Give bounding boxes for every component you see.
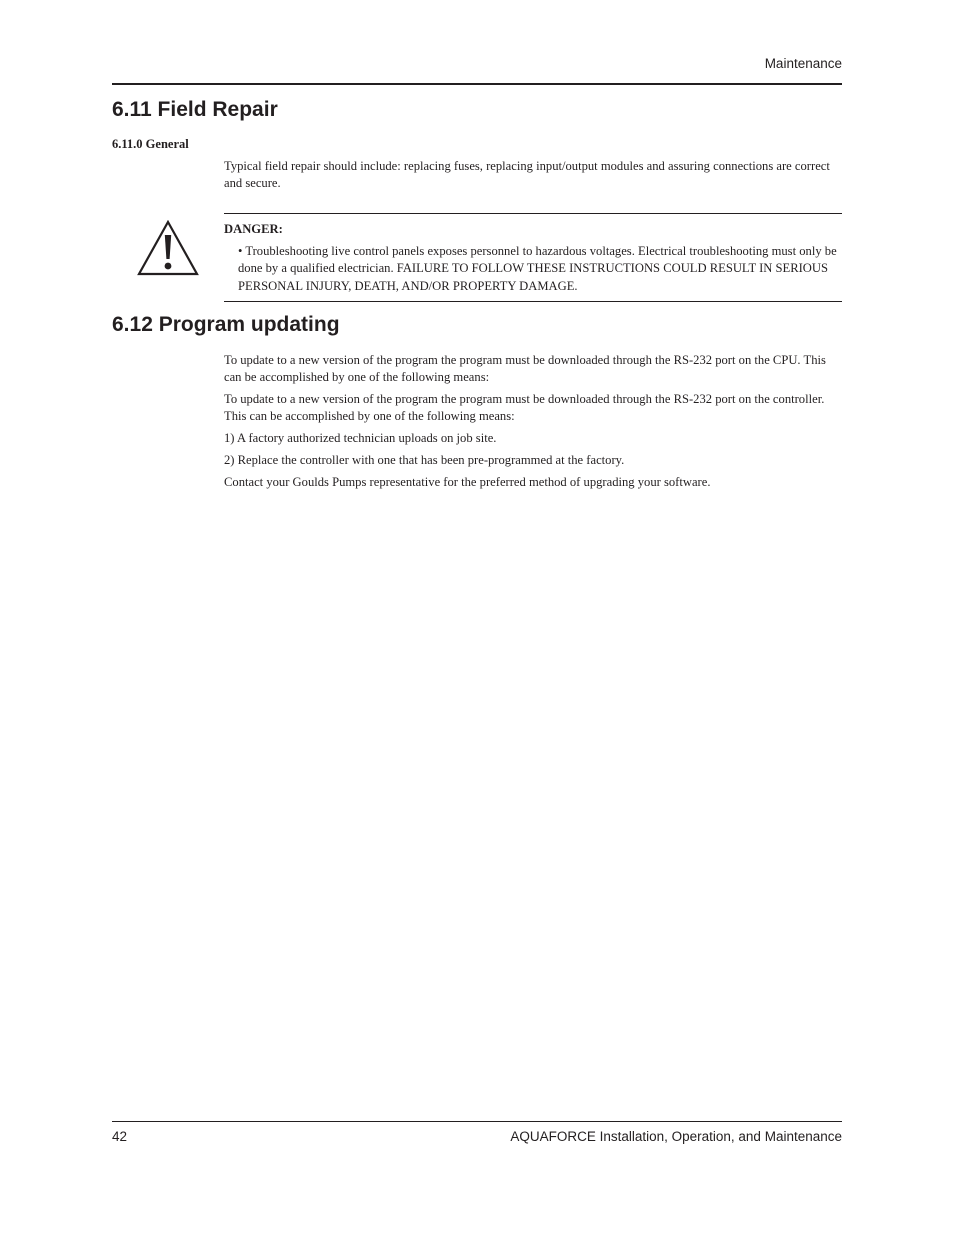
program-updating-body: [224, 352, 840, 496]
list-item-technician: 1) A factory authorized technician uploads on job site.: [224, 431, 497, 446]
subheading-general: 6.11.0 General: [112, 137, 189, 151]
section-heading-field-repair: 6.11 Field Repair: [112, 98, 278, 121]
warning-triangle-icon: [137, 220, 199, 276]
danger-title: DANGER:: [224, 222, 283, 236]
paragraph-cpu: To update to a new version of the program the program must be downloaded through the RS-232 port on the CPU. This can be accomplished by one of the following means:: [224, 353, 826, 385]
header-rule: [112, 83, 842, 85]
danger-text: • Troubleshooting live control panels exposes personnel to hazardous voltages. Electrical troubleshooting must only be done by a qualified electrician. FAILURE TO FOLLOW THESE INSTRUCTIONS COULD RESULT IN SERIOUS PERSONAL INJURY, DEATH, AND/OR PROPERTY DAMAGE.: [238, 244, 837, 293]
list-item-replace-controller: 2) Replace the controller with one that has been pre-programmed at the factory.: [224, 452, 625, 467]
paragraph-controller: To update to a new version of the program the program must be downloaded through the RS-232 port on the controller. This can be accomplished by one of the following means:: [224, 392, 825, 424]
paragraph-contact: Contact your Goulds Pumps representative for the preferred method of upgrading your software.: [224, 474, 711, 489]
page-number: 42: [112, 1129, 128, 1144]
running-header: Maintenance: [764, 56, 842, 71]
section-heading-program-updating: 6.12 Program updating: [112, 313, 340, 336]
paragraph-field-repair: Typical field repair should include: replacing fuses, replacing input/output modules and assuring connections are correct and secure.: [224, 159, 830, 191]
danger-notice: [224, 213, 842, 302]
footer-title: AQUAFORCE Installation, Operation, and Maintenance: [510, 1129, 842, 1144]
footer-rule: [112, 1121, 842, 1122]
